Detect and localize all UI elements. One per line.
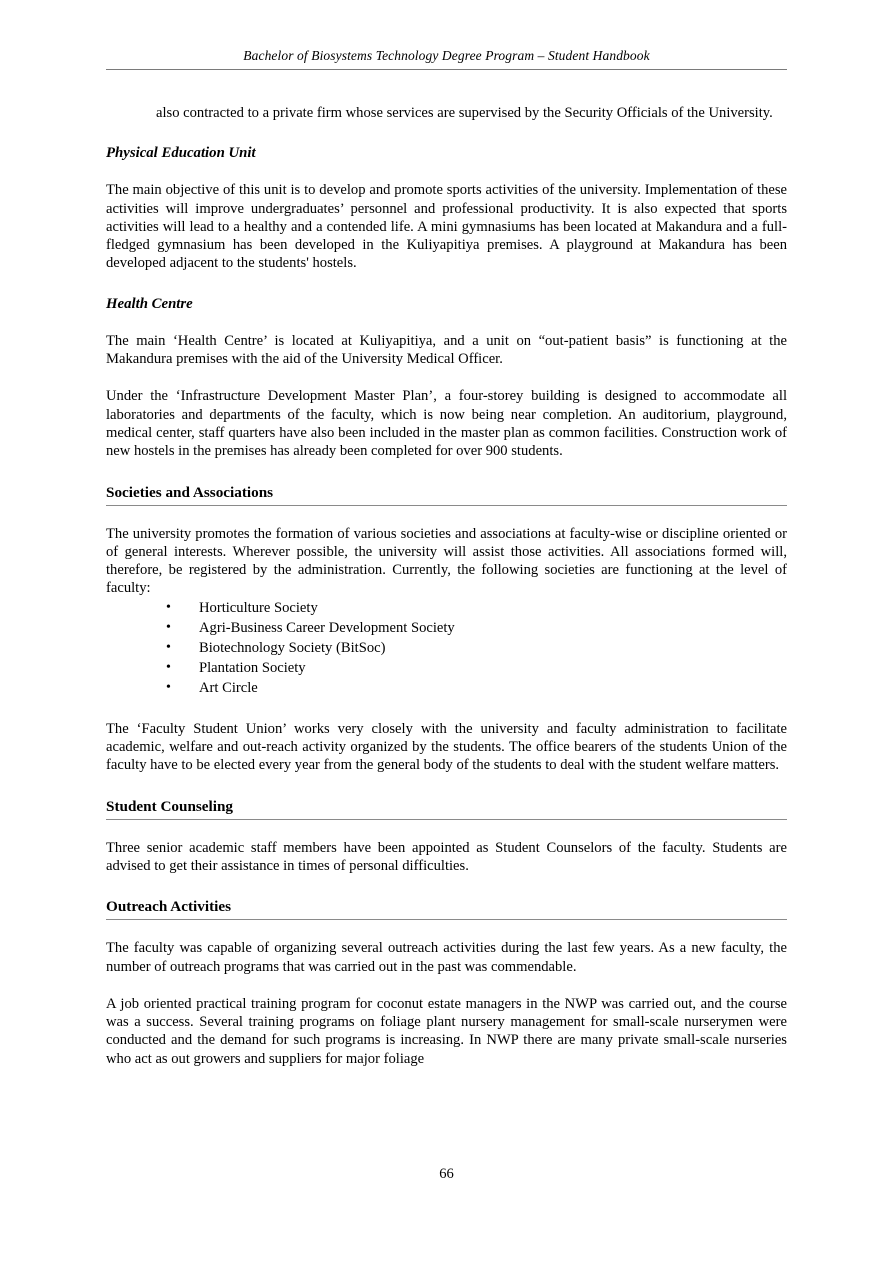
heading-student-counseling: Student Counseling <box>106 797 787 820</box>
list-item-label: Art Circle <box>199 679 258 696</box>
spacer <box>106 506 787 525</box>
list-item <box>106 638 787 658</box>
societies-list <box>106 598 787 698</box>
paragraph-health-centre-2: Under the ‘Infrastructure Development Master Plan’, a four-storey building is designed to accommodate all laboratories and departments of the faculty, which is now being near completion. An auditorium, playground, medical center, staff quarters have also been included in the master plan as common facilities. Construction work of new hostels in the premises has already been completed for over 900 students. <box>106 388 787 460</box>
list-item-label: Agri-Business Career Development Society <box>199 619 455 636</box>
header-divider <box>106 69 787 70</box>
header-title: Bachelor of Biosystems Technology Degree Program – Student Handbook <box>243 48 650 63</box>
spacer <box>106 698 787 720</box>
list-item <box>106 598 787 618</box>
page-number: 66 <box>439 1166 454 1182</box>
intro-paragraph: also contracted to a private firm whose services are supervised by the Security Officials of the University. <box>156 105 773 121</box>
spacer <box>106 461 787 483</box>
list-item <box>106 658 787 678</box>
heading-physical-education-unit: Physical Education Unit <box>106 145 256 162</box>
spacer <box>106 875 787 897</box>
spacer <box>106 122 787 144</box>
bullet-icon: • <box>166 619 171 635</box>
paragraph-outreach-1: The faculty was capable of organizing several outreach activities during the last few years. As a new faculty, the number of outreach programs that was carried out in the past was commendable. <box>106 940 787 975</box>
list-item <box>106 618 787 638</box>
paragraph-physical-education: The main objective of this unit is to develop and promote sports activities of the university. Implementation of these activities will improve undergraduates’ personnel and professional productivity. It is also expected that sports activities will lead to a healthy and a contended life. A mini gymnasiums has been located at Makandura and a full-fledged gymnasium has been developed in the Kuliyapitiya premises. A playground at Makandura has been developed adjacent to the students' hostels. <box>106 182 787 272</box>
paragraph-societies-2: The ‘Faculty Student Union’ works very closely with the university and faculty administration to facilitate academic, welfare and out-reach activity organized by the students. The office bearers of the students Union of the faculty have to be elected every year from the general body of the students to deal with the student welfare matters. <box>106 720 787 774</box>
list-item <box>106 678 787 698</box>
spacer <box>106 273 787 295</box>
list-item-label: Horticulture Society <box>199 599 318 616</box>
list-item-label: Plantation Society <box>199 659 306 676</box>
paragraph-outreach-2: A job oriented practical training program for coconut estate managers in the NWP was carried out, and the course was a success. Several training programs on foliage plant nursery management for small-scale nurserymen were conducted and the demand for such programs is increasing. In NWP there are many private small-scale nurseries who act as out growers and suppliers for major foliage <box>106 995 787 1067</box>
spacer <box>106 313 787 332</box>
paragraph-health-centre-1: The main ‘Health Centre’ is located at Kuliyapitiya, and a unit on “out-patient basis” is functioning at the Makandura premises with the aid of the University Medical Officer. <box>106 332 787 368</box>
heading-outreach-activities: Outreach Activities <box>106 897 787 920</box>
spacer <box>106 368 787 387</box>
paragraph-societies-1: The university promotes the formation of various societies and associations at faculty-wise or discipline oriented or of general interests. Wherever possible, the university will assist those activities. All associations formed will, therefore, be registered by the administration. Currently, the following societies are functioning at the level of faculty: <box>106 525 787 597</box>
spacer <box>106 162 787 181</box>
page-header <box>106 48 787 70</box>
intro-paragraph-block <box>156 104 787 122</box>
bullet-icon: • <box>166 659 171 675</box>
bullet-icon: • <box>166 639 171 655</box>
heading-health-centre: Health Centre <box>106 295 193 312</box>
page-content <box>106 104 787 1068</box>
bullet-icon: • <box>166 599 171 615</box>
spacer <box>106 976 787 995</box>
spacer <box>106 820 787 839</box>
list-item-label: Biotechnology Society (BitSoc) <box>199 639 386 656</box>
paragraph-student-counseling: Three senior academic staff members have been appointed as Student Counselors of the faculty. Students are advised to get their assistance in times of personal difficulties. <box>106 839 787 874</box>
spacer <box>106 775 787 797</box>
heading-societies-and-associations: Societies and Associations <box>106 483 787 506</box>
spacer <box>106 920 787 939</box>
bullet-icon: • <box>166 679 171 695</box>
